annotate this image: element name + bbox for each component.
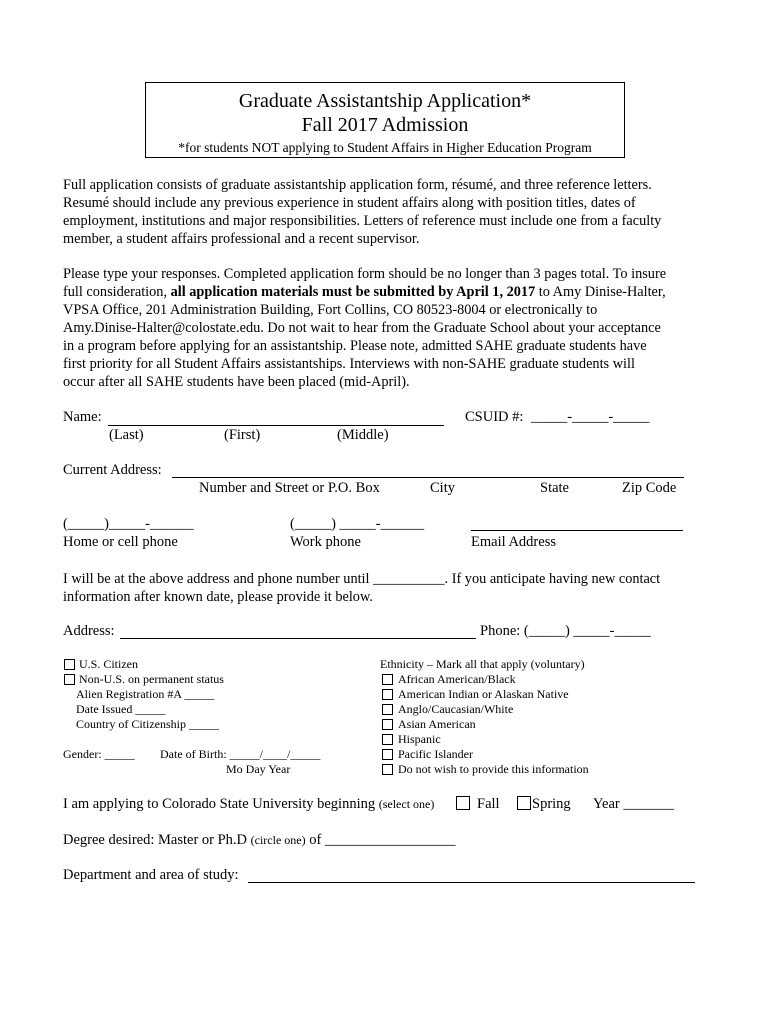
- department-label: Department and area of study:: [63, 867, 239, 883]
- intro-paragraph: Full application consists of graduate assistantship application form, résumé, and three reference letters. Resumé should include any previous experience in student affairs along with position titles, dates of employment, institutions and major responsibilities. Letters of reference must include one from a faculty member, a student affairs professional and a recent supervisor.: [63, 177, 662, 247]
- ethnicity-option: Hispanic: [398, 732, 441, 746]
- street-caption: Number and Street or P.O. Box: [199, 480, 380, 496]
- year-field[interactable]: Year _______: [593, 796, 675, 812]
- ethnicity-label: Ethnicity – Mark all that apply (voluntary): [380, 657, 585, 671]
- ethnicity-option: African American/Black: [398, 672, 516, 686]
- form-note: *for students NOT applying to Student Affairs in Higher Education Program: [178, 140, 592, 155]
- home-phone-field[interactable]: (_____)_____-______: [63, 516, 194, 532]
- gender-field[interactable]: Gender: _____: [63, 747, 135, 761]
- ethnicity-option: Pacific Islander: [398, 747, 473, 761]
- ethnicity-checkbox-american-indian[interactable]: [382, 689, 393, 700]
- degree-row: Degree desired: Master or Ph.D (circle one) of __________________: [63, 832, 456, 848]
- dob-caption: Mo Day Year: [226, 762, 291, 776]
- non-us-label: Non-U.S. on permanent status: [79, 672, 224, 686]
- availability-text: I will be at the above address and phone number until __________. If you anticipate having new contact information after known date, please provide it below.: [63, 571, 661, 605]
- deadline-text: all application materials must be submitted by April 1, 2017: [170, 284, 536, 300]
- alt-address-field[interactable]: [120, 638, 476, 639]
- ethnicity-checkbox-hispanic[interactable]: [382, 734, 393, 745]
- email-caption: Email Address: [471, 534, 556, 550]
- csuid-label: CSUID #:: [465, 409, 524, 425]
- applying-text: I am applying to Colorado State University beginning (select one): [63, 796, 435, 812]
- email-link: Amy.Dinise-Halter@colostate.edu. Do not wait to hear from the Graduate School about your acceptance: [63, 320, 661, 336]
- dob-field[interactable]: Date of Birth: _____/____/_____: [160, 747, 321, 761]
- ethnicity-checkbox-no-answer[interactable]: [382, 764, 393, 775]
- alt-address-label: Address:: [63, 623, 115, 639]
- zip-caption: Zip Code: [622, 480, 677, 496]
- alt-phone-field[interactable]: Phone: (_____) _____-_____: [480, 623, 651, 639]
- ethnicity-option: American Indian or Alaskan Native: [398, 687, 569, 701]
- csuid-field[interactable]: _____-_____-_____: [531, 409, 650, 425]
- fall-label: Fall: [477, 796, 500, 812]
- us-citizen-label: U.S. Citizen: [79, 657, 138, 671]
- name-middle-caption: (Middle): [337, 427, 389, 443]
- instructions-paragraph: Please type your responses. Completed application form should be no longer than 3 pages total. To insure full consideration, all application materials must be submitted by April 1, 2017 to Amy Dinise-Halter, VPSA Office, 201 Administration Building, Fort Collins, CO 80523-8004 or electronically to Amy.Dinise-Halter@colostate.edu. Do not wait to hear from the Graduate School about your acceptance in a program before applying for an assistantship. Please note, admitted SAHE graduate students have first priority for all Student Affairs assistantships. Interviews with non-SAHE graduate students will occur after all SAHE students have been placed (mid-April).: [63, 265, 713, 391]
- state-caption: State: [540, 480, 569, 496]
- email-field[interactable]: [471, 530, 683, 531]
- ethnicity-option: Anglo/Caucasian/White: [398, 702, 514, 716]
- us-citizen-checkbox[interactable]: [64, 659, 75, 670]
- work-phone-caption: Work phone: [290, 534, 361, 550]
- ethnicity-option: Asian American: [398, 717, 476, 731]
- degree-field[interactable]: of __________________: [309, 832, 456, 848]
- ethnicity-checkbox-asian-american[interactable]: [382, 719, 393, 730]
- city-caption: City: [430, 480, 455, 496]
- form-header: [145, 82, 625, 158]
- non-us-checkbox[interactable]: [64, 674, 75, 685]
- department-field[interactable]: [248, 882, 695, 883]
- spring-label: Spring: [532, 796, 571, 812]
- current-address-label: Current Address:: [63, 462, 162, 478]
- name-last-caption: (Last): [109, 427, 144, 443]
- ethnicity-checkbox-african-american[interactable]: [382, 674, 393, 685]
- work-phone-field[interactable]: (_____) _____-______: [290, 516, 425, 532]
- ethnicity-checkbox-anglo[interactable]: [382, 704, 393, 715]
- form-subtitle: Fall 2017 Admission: [301, 114, 469, 136]
- name-label: Name:: [63, 409, 102, 425]
- fall-checkbox[interactable]: [456, 796, 470, 810]
- spring-checkbox[interactable]: [517, 796, 531, 810]
- home-phone-caption: Home or cell phone: [63, 534, 178, 550]
- ethnicity-checkbox-pacific-islander[interactable]: [382, 749, 393, 760]
- form-title: Graduate Assistantship Application*: [238, 90, 532, 112]
- current-address-field[interactable]: [172, 477, 684, 478]
- date-issued-field[interactable]: Date Issued _____: [76, 702, 166, 716]
- name-field[interactable]: [108, 425, 444, 426]
- name-first-caption: (First): [224, 427, 261, 443]
- alien-registration-field[interactable]: Alien Registration #A _____: [76, 687, 215, 701]
- country-citizenship-field[interactable]: Country of Citizenship _____: [76, 717, 219, 731]
- ethnicity-option: Do not wish to provide this information: [398, 762, 589, 776]
